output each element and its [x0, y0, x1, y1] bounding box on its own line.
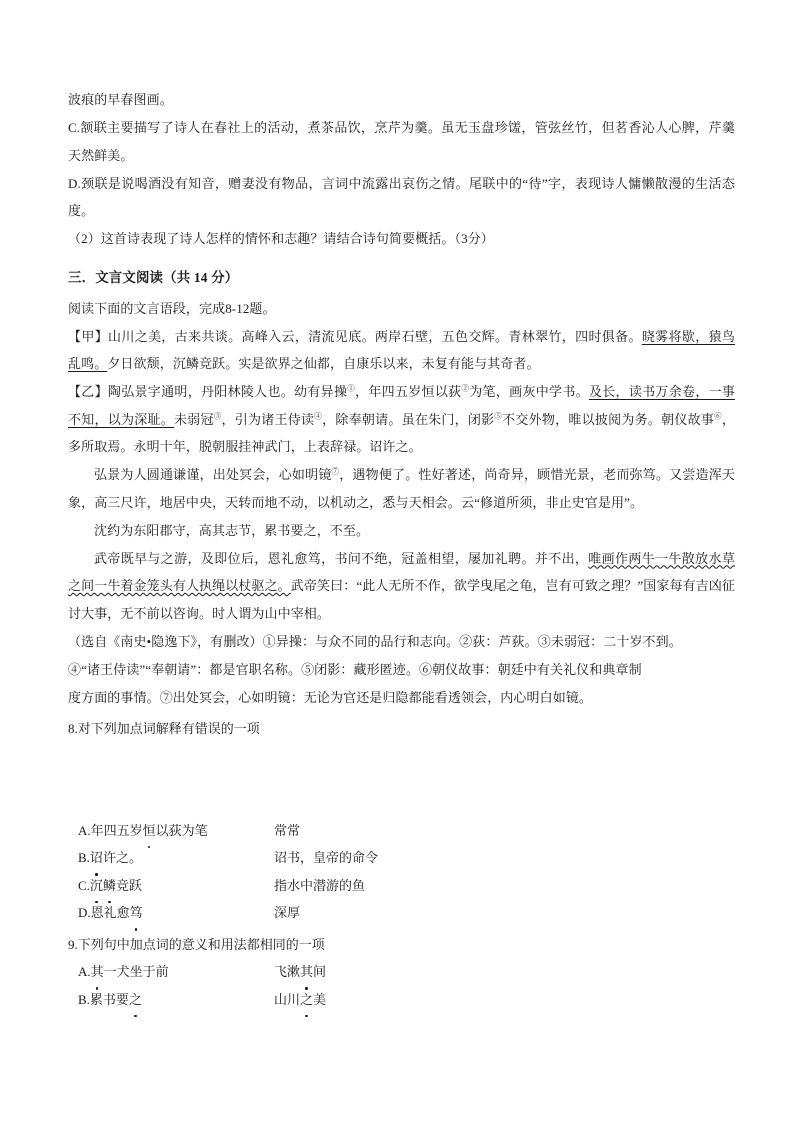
- footnote-marker-4: ④: [314, 411, 323, 421]
- question-8-option-b[interactable]: [68, 844, 735, 872]
- answer-space-question-8: [68, 743, 735, 817]
- passage-yi-seg1: 陶弘景字通明，丹阳林陵人也。幼有异操: [107, 384, 348, 399]
- option-stem: [78, 844, 274, 872]
- option-letter: A.: [78, 822, 91, 838]
- option-text-post: 一犬坐于前: [103, 964, 169, 979]
- section-title: 文言文阅读（共 14 分）: [95, 269, 239, 285]
- question-8-options: [68, 817, 735, 927]
- section-number: 三．: [68, 269, 96, 285]
- option-text-pre: 累书要: [89, 991, 129, 1007]
- passage-yi-seg5: ，引为诸王侍读: [221, 411, 315, 427]
- option-gloss: [274, 986, 735, 1014]
- emphasis-dot-char: 之: [129, 986, 142, 1014]
- emphasis-dot-char: 其: [91, 958, 104, 986]
- passage-yi-seg8: ，多所取焉。永明十年，脱朝服挂神武门，上表辞禄。诏许之。: [68, 411, 736, 454]
- passage-yi-label: 【乙】: [68, 384, 108, 399]
- emphasis-dot-char: 恒: [143, 817, 156, 845]
- question-8-option-d[interactable]: [68, 899, 735, 927]
- passage-jia-part2: 夕日欲颓，沉鳞竞跃。实是欲界之仙都，自康乐以来，未复有能与其奇者。: [107, 356, 540, 371]
- passage-yi-underlined-1: 及长，读书万余卷，一事不知，以为深耻。: [68, 384, 736, 427]
- passage-jia-label: 【甲】: [68, 328, 109, 344]
- option-letter: B.: [78, 850, 90, 865]
- option-stem: [78, 817, 274, 845]
- option-text-post: 许之。: [102, 850, 142, 865]
- gloss-text-post: 美: [313, 991, 327, 1007]
- passage-yi-para4-b: 武帝笑曰：“此人无所不作，欲学曳尾之龟，岂有可致之理？”国家每有吉凶征讨大事，无不前以咨询。时人谓为山中宰相。: [68, 578, 736, 621]
- passage-yi-wavy-underlined: 唯画作两牛一牛散放水草之间一牛着金笼头有人执绳以杖驱之。: [68, 550, 735, 593]
- question-8-option-a[interactable]: [68, 817, 735, 845]
- emphasis-dot-char: 诏: [90, 844, 103, 872]
- option-stem: [78, 958, 274, 986]
- passage-yi-para2-b: ，遇物便了。性好著述，尚奇异，顾惜光景，老而弥笃。又尝造浑天象，高三尺许，地居中央，天转而地不动，以机动之，悉与天相会。云“修道所须，非止史官是用”。: [68, 467, 736, 510]
- question-8-stem: 8.对下列加点词解释有错误的一项: [68, 721, 260, 736]
- footnote-marker-1: ①: [347, 383, 356, 393]
- option-letter: D.: [78, 905, 91, 920]
- footnote-marker-7: ⑦: [331, 466, 340, 476]
- option-text-post: 竞跃: [115, 877, 142, 893]
- poem-option-d: D.颈联是说喝酒没有知音，赠妻没有物品，言词中流露出哀伤之情。尾联中的“待”字，表现诗人慵懒散漫的生活态度。: [68, 175, 735, 218]
- passage-jia-underlined: 晓雾将歇，猿鸟乱鸣。: [68, 328, 735, 371]
- passage-yi-seg2: ，年四五岁恒以荻: [355, 384, 462, 399]
- gloss-text-pre: 飞漱: [274, 964, 301, 979]
- section-instruction: 阅读下面的文言语段，完成8-12题。: [68, 300, 276, 316]
- gloss-text-pre: 山川: [274, 991, 301, 1007]
- option-stem: [78, 986, 274, 1014]
- option-text-post: 以荻为笔: [155, 822, 208, 838]
- question-9-options: [68, 958, 735, 1013]
- option-letter: A.: [78, 964, 91, 979]
- option-letter: C.: [78, 877, 90, 893]
- question-9-option-b[interactable]: [68, 986, 735, 1014]
- option-text-pre: 恩礼愈: [90, 905, 130, 920]
- option-gloss: [274, 958, 735, 986]
- poem-question-2: （2）这首诗表现了诗人怎样的情怀和志趣？请结合诗句简要概括。（3分）: [68, 231, 494, 246]
- poem-continued-line: 波痕的早春图画。: [68, 92, 173, 107]
- option-stem: [78, 872, 274, 900]
- option-letter: B.: [78, 991, 90, 1007]
- poem-option-c: C.颔联主要描写了诗人在春社上的活动，煮茶品饮，烹芹为羹。虽无玉盘珍馐，管弦丝竹，但茗香沁人心脾，芹羹天然鲜美。: [68, 120, 735, 163]
- passage-jia-part1: 山川之美，古来共谈。高峰入云，清流见底。两岸石壁，五色交辉。青林翠竹，四时俱备。: [108, 328, 642, 344]
- passage-yi-seg7: 不交外物，唯以披阅为务。朝仪故事: [502, 411, 715, 427]
- passage-yi-seg6: ，除奉朝请。虽在朱门，闭影: [322, 411, 495, 427]
- gloss-text-post: 间: [313, 964, 327, 979]
- footnote-marker-6: ⑥: [714, 411, 722, 421]
- option-gloss: 指水中潜游的鱼: [274, 877, 366, 893]
- question-9-option-a[interactable]: [68, 958, 735, 986]
- emphasis-dot-char: 沉: [90, 872, 103, 900]
- footnote-marker-2: ②: [461, 383, 470, 393]
- question-8-option-c[interactable]: [68, 872, 735, 900]
- footnotes-line-3: 度方面的事情。⑦出处冥会，心如明镜：无论为官还是归隐都能看透领会，内心明白如镜。: [68, 689, 593, 705]
- section-heading: [68, 263, 735, 293]
- option-gloss: 深厚: [274, 905, 301, 920]
- footnote-marker-3: ③: [213, 411, 222, 421]
- passage-yi-seg3: 为笔，画灰中学书。: [469, 384, 589, 399]
- passage-jia: [68, 323, 735, 378]
- footnotes-line-1: （选自《南史•隐逸下》，有删改）①异操：与众不同的品行和志向。②荻：芦荻。③未弱冠：二十岁不到。: [68, 633, 682, 649]
- emphasis-dot-char: 其: [300, 958, 313, 986]
- passage-yi-para1: [68, 378, 735, 461]
- emphasis-dot-char: 之: [300, 986, 313, 1014]
- question-9-stem: 9.下列句中加点词的意义和用法都相同的一项: [68, 936, 325, 952]
- passage-yi-seg4: 未弱冠: [174, 411, 214, 427]
- passage-yi-para2-a: 弘景为人圆通谦谨，出处冥会，心如明镜: [94, 467, 332, 482]
- option-gloss: 常常: [274, 822, 301, 838]
- option-text-pre: 年四五岁: [90, 822, 143, 838]
- passage-yi-para4: [68, 545, 735, 628]
- footnote-marker-5: ⑤: [494, 411, 503, 421]
- passage-yi-para4-a: 武帝既早与之游，及即位后，恩礼愈笃，书问不绝，冠盖相望，屡加礼聘。并不出，: [94, 550, 589, 566]
- option-stem: [78, 899, 274, 927]
- passage-yi-para2: [68, 461, 735, 516]
- footnotes-line-2: ④“诸王侍读”“奉朝请”：都是官职名称。⑤闭影：藏形匿迹。⑥朝仪故事：朝廷中有关礼仪和典章制: [68, 661, 642, 677]
- emphasis-dot-char: 笃: [130, 899, 143, 927]
- emphasis-dot-char: 鳞: [103, 872, 116, 900]
- option-gloss: 诏书，皇帝的命令: [274, 850, 379, 865]
- passage-yi-para3: 沈约为东阳郡守，高其志节，累书要之，不至。: [94, 522, 370, 538]
